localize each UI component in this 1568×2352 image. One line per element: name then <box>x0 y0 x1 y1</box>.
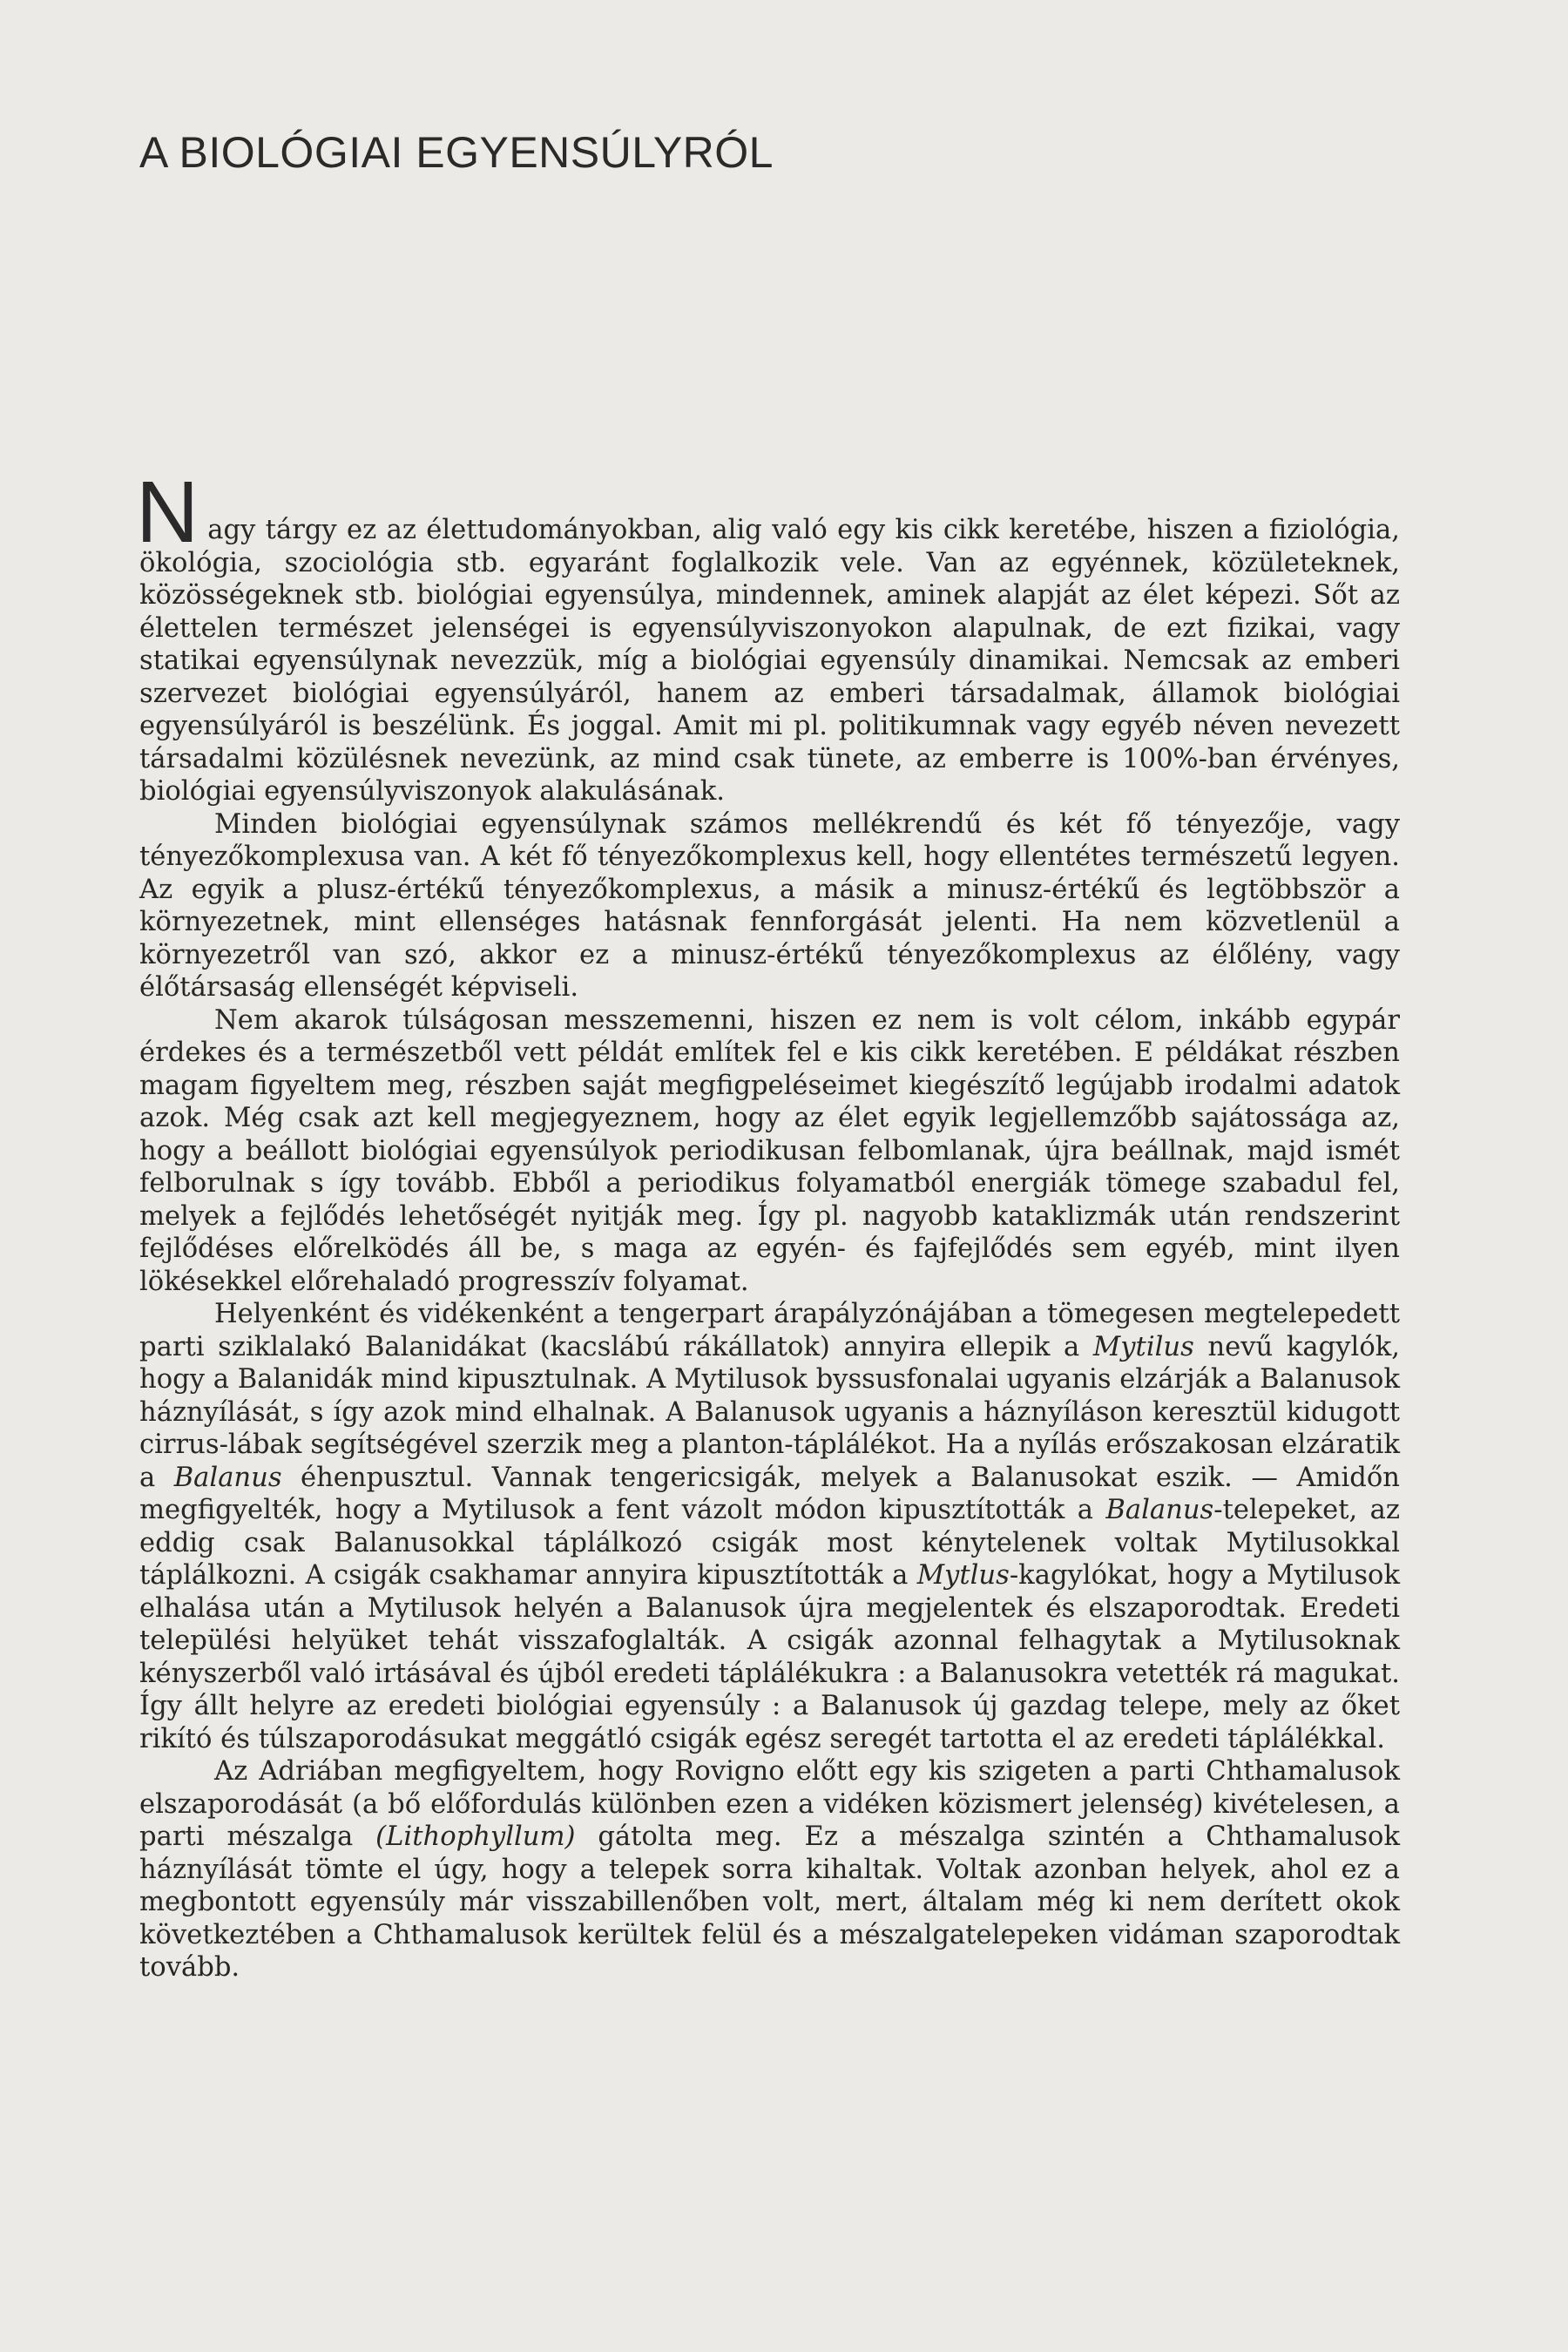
italic-term: Balanus <box>1105 1495 1214 1525</box>
text-run: Nem akarok túlságosan messzemenni, hiszen ez nem is volt célom, inkább egypár érdekes és a természetből vett példát említek fel e kis cikk keretében. E példákat részben magam figyeltem meg, részben saját megfigpeléseimet kiegészítő legújabb irodalmi adatok azok. Még csak azt kell megjegyeznem, hogy az élet egyik legjellemzőbb sajátossága az, hogy a beállott biológiai egyensúlyok periodikusan felbomlanak, újra beállnak, majd ismét felborulnak s így tovább. Ebből a periodikus folyamatból energiák tömege szabadul fel, melyek a fejlődés lehetőségét nyitják meg. Így pl. nagyobb kataklizmák után rendszerint fejlődéses előrelködés áll be, s maga az egyén- és fajfejlődés sem egyéb, mint ilyen lökésekkel előrehaladó progresszív folyamat. <box>139 1004 1400 1297</box>
paragraph-text <box>139 809 1400 1004</box>
paragraph <box>139 1755 1400 1984</box>
italic-term: (Lithophyllum) <box>375 1821 576 1852</box>
text-run: Az Adriában megfigyeltem, hogy Rovigno előtt egy kis szigeten a parti Chthamalusok elszaporodását (a bő előfordulás különben ezen a vidéken közismert jelenség) kivételesen, a parti mészalga <box>139 1756 1400 1852</box>
paragraph <box>139 1298 1400 1755</box>
paragraph <box>136 463 1400 808</box>
page-title: A BIOLÓGIAI EGYENSÚLYRÓL <box>139 128 774 177</box>
italic-term: Mytlus <box>916 1560 1010 1591</box>
drop-cap: N <box>136 463 199 561</box>
text-run: Helyenként és vidékenként a tengerpart árapályzónájában a tömegesen megtelepedett parti sziklalakó Balanidákat (kacslábú rákállatok) annyira ellepik a <box>139 1299 1400 1362</box>
paragraph <box>139 808 1400 1004</box>
paragraph-text <box>139 1299 1400 1754</box>
article-body <box>136 463 1400 1984</box>
paragraph-text <box>139 1756 1400 1983</box>
italic-term: Mytilus <box>1092 1331 1194 1362</box>
text-run: -kagylókat, hogy a Mytilusok elhalása után a Mytilusok helyén a Balanusok újra megjelentek és elszaporodtak. Eredeti települési helyüket tehát visszafoglalták. A csigák azonnal felhagytak a Mytilusoknak kényszerből való irtásával és újból eredeti táplálékukra : a Balanusokra vetették rá magukat. Így állt helyre az eredeti biológiai egyensúly : a Balanusok új gazdag telepe, mely az őket rikító és túlszaporodásukat meggátló csigák egész seregét tartotta el az eredeti táplálékkal. <box>139 1560 1400 1754</box>
paragraph <box>139 1004 1400 1299</box>
text-run: gátolta meg. Ez a mészalga szintén a Chthamalusok háznyílását tömte el úgy, hogy a telepek sorra kihaltak. Voltak azonban helyek, ahol ez a megbontott egyensúly már visszabillenőben volt, mert, általam még ki nem derített okok következtében a Chthamalusok kerültek felül és a mészalgatelepeken vidáman szaporodtak tovább. <box>139 1821 1400 1983</box>
text-run: nevű kagylók, hogy a Balanidák mind kipusztulnak. A Mytilusok byssusfonalai ugyanis elzárják a Balanusok háznyílását, s így azok mind elhalnak. A Balanusok ugyanis a háznyíláson keresztül kidugott cirrus-lábak segítségével szerzik meg a planton-táplálékot. Ha a nyílás erőszakosan elzáratik a <box>139 1331 1400 1493</box>
paragraph-text <box>139 515 1400 807</box>
text-run: Minden biológiai egyensúlynak számos mellékrendű és két fő tényezője, vagy tényezőkomplexusa van. A két fő tényezőkomplexus kell, hogy ellentétes természetű legyen. Az egyik a plusz-értékű tényezőkomplexus, a másik a minusz-értékű és legtöbbször a környezetnek, mint ellenséges hatásnak fennforgását jelenti. Ha nem közvetlenül a környezetről van szó, akkor ez a minusz-értékű tényezőkomplexus az élőlény, vagy élőtársaság ellenségét képviseli. <box>139 808 1400 1003</box>
italic-term: Balanus <box>173 1462 282 1493</box>
text-run: agy tárgy ez az élettudományokban, alig való egy kis cikk keretébe, hiszen a fiziológia, ökológia, szociológia stb. egyaránt foglalkozik vele. Van az egyénnek, közületeknek, közösségeknek stb. biológiai egyensúlya, mindennek, aminek alapját az élet képezi. Sőt az élettelen természet jelenségei is egyensúlyviszonyokon alapulnak, de ezt fizikai, vagy statikai egyensúlynak nevezzük, míg a biológiai egyensúly dinamikai. Nemcsak az emberi szervezet biológiai egyensúlyáról, hanem az emberi társadalmak, államok biológiai egyensúlyáról is beszélünk. És joggal. Amit mi pl. politikumnak vagy egyéb néven nevezett társadalmi közülésnek nevezünk, az mind csak tünete, az emberre is 100%-ban érvényes, biológiai egyensúlyviszonyok alakulásának. <box>139 515 1400 807</box>
text-run: -telepeket, az eddig csak Balanusokkal táplálkozó csigák most kénytelenek voltak Mytilusokkal táplálkozni. A csigák csakhamar annyira kipusztították a <box>139 1495 1400 1591</box>
text-run: éhenpusztul. Vannak tengericsigák, melyek a Balanusokat eszik. — Amidőn megfigyelték, hogy a Mytilusok a fent vázolt módon kipusztították a <box>139 1462 1400 1525</box>
paragraph-text <box>139 1005 1400 1297</box>
